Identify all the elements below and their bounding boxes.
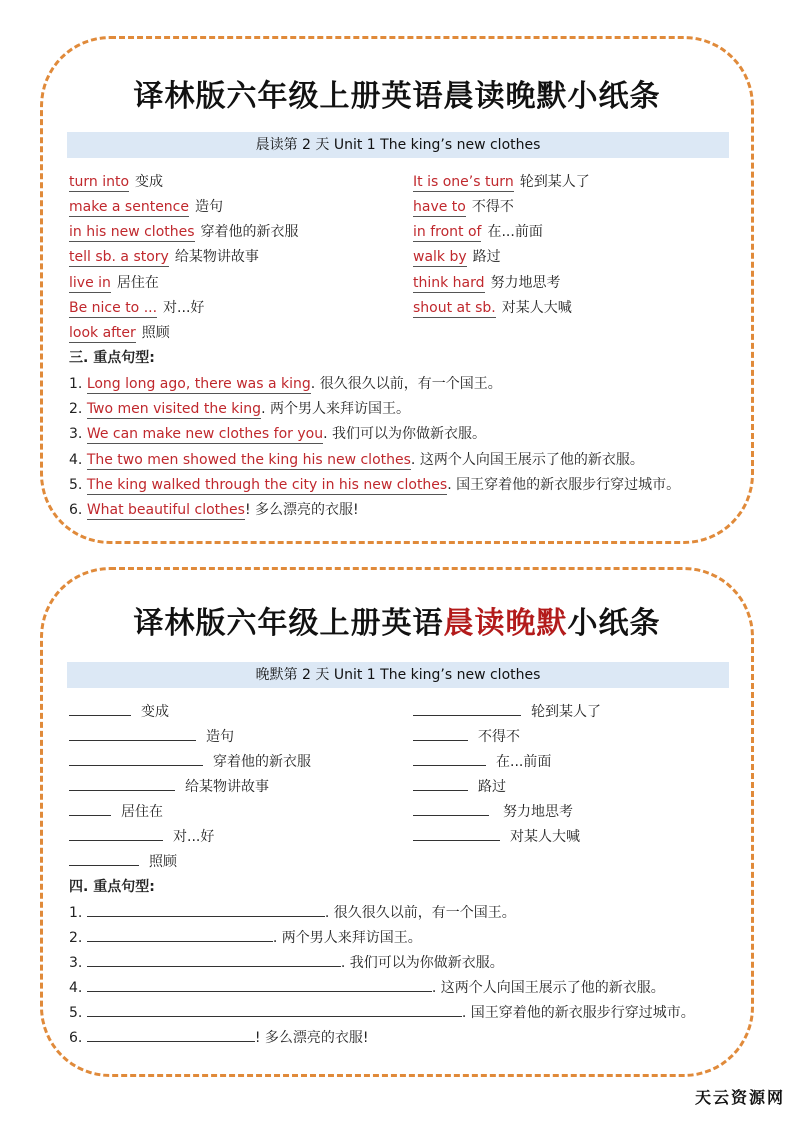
sentence-blank[interactable] [69,1002,695,1024]
chinese-text: 对...好 [173,829,215,845]
english-text: have to [413,199,466,215]
english-text: think hard [413,275,485,291]
dictation-card [40,567,754,1077]
english-text: Long long ago, there was a king [86,376,311,392]
english-text: tell sb. a story [69,249,169,265]
sentence-blank[interactable] [69,952,504,974]
blank-item[interactable] [413,776,506,798]
phrase-item [69,246,259,268]
chinese-text: . 这两个人向国王展示了他的新衣服。 [410,452,644,468]
item-number: 3. [69,955,83,971]
chinese-text: 在...前面 [496,754,552,770]
sentence-item [69,449,644,471]
english-text: in his new clothes [69,224,195,240]
chinese-text: . 国王穿着他的新衣服步行穿过城市。 [447,477,681,493]
chinese-text: 造句 [206,729,234,745]
chinese-text: 照顾 [149,854,177,870]
item-number: 6. [69,502,83,518]
answer-blank [69,826,163,841]
english-text: Be nice to ... [69,300,158,316]
sentence-item [69,499,359,521]
sentence-blank[interactable] [69,1027,369,1049]
english-text: turn into [69,174,130,190]
blank-item[interactable] [69,801,163,823]
english-text: in front of [413,224,482,240]
sentence-item [69,398,410,420]
answer-blank [69,726,196,741]
chinese-text: 变成 [135,174,164,190]
phrase-item [69,221,299,243]
english-text: shout at sb. [413,300,496,316]
english-text: It is one’s turn [413,174,514,190]
title-part: 小纸条 [567,606,661,641]
item-number: 2. [69,401,83,417]
blank-item[interactable] [69,701,169,723]
chinese-text: . 我们可以为你做新衣服。 [323,426,486,442]
chinese-text: 对...好 [163,300,205,316]
answer-blank [413,751,486,766]
chinese-text: 轮到某人了 [519,174,590,190]
chinese-text: . 很久很久以前，有一个国王。 [324,905,516,921]
blank-item[interactable] [69,851,177,873]
phrase-item [413,272,561,294]
answer-blank [69,851,139,866]
chinese-text: 居住在 [121,804,163,820]
chinese-text: 造句 [194,199,223,215]
chinese-text: 不得不 [471,199,514,215]
section-heading: 四. 重点句型: [69,879,155,895]
chinese-text: 给某物讲故事 [174,249,259,265]
blank-item[interactable] [413,826,580,848]
answer-blank [69,701,131,716]
sentence-item [69,423,486,445]
phrase-item [69,297,204,319]
answer-blank [69,801,111,816]
answer-blank [413,726,468,741]
chinese-text: 变成 [141,704,169,720]
item-number: 5. [69,477,83,493]
item-number: 4. [69,980,83,996]
english-text: look after [69,325,136,341]
title-part: 晨读晚默 [443,606,568,641]
answer-blank [87,977,432,992]
phrase-item [413,196,514,218]
sentence-blank[interactable] [69,927,422,949]
item-number: 4. [69,452,83,468]
item-number: 6. [69,1030,83,1046]
sentence-item [69,373,502,395]
sentence-blank[interactable] [69,977,665,999]
phrase-item [413,221,543,243]
chinese-text: ! 多么漂亮的衣服! [244,502,359,518]
phrase-item [69,171,163,193]
item-number: 5. [69,1005,83,1021]
chinese-text: 轮到某人了 [531,704,601,720]
section-heading: 三. 重点句型: [69,350,155,366]
english-text: The two men showed the king his new clothes [86,452,411,468]
answer-blank [87,927,273,942]
answer-blank [87,1027,255,1042]
phrase-item [413,171,590,193]
answer-blank [87,902,325,917]
blank-item[interactable] [413,701,601,723]
day-banner: 晨读第 2 天 Unit 1 The king’s new clothes [67,132,729,158]
chinese-text: 照顾 [141,325,170,341]
chinese-text: . 我们可以为你做新衣服。 [340,955,504,971]
phrase-item [69,196,223,218]
chinese-text: 对某人大喊 [510,829,580,845]
chinese-text: 努力地思考 [490,275,561,291]
blank-item[interactable] [69,751,311,773]
chinese-text: ! 多么漂亮的衣服! [254,1030,369,1046]
item-number: 1. [69,905,83,921]
phrase-item [69,272,159,294]
english-text: walk by [413,249,467,265]
chinese-text: 穿着他的新衣服 [200,224,299,240]
day-banner: 晚默第 2 天 Unit 1 The king’s new clothes [67,662,729,688]
chinese-text: 努力地思考 [503,804,573,820]
item-number: 1. [69,376,83,392]
item-number: 3. [69,426,83,442]
chinese-text: 给某物讲故事 [185,779,269,795]
card-title: 译林版六年级上册英语晨读晚默小纸条 [133,79,661,114]
blank-item[interactable] [69,826,214,848]
chinese-text: 不得不 [478,729,520,745]
title-part: 译林版六年级上册英语 [133,606,444,641]
english-text: We can make new clothes for you [86,426,324,442]
english-text: Two men visited the king [86,401,262,417]
answer-blank [413,701,521,716]
answer-blank [87,952,341,967]
chinese-text: 居住在 [116,275,159,291]
chinese-text: . 两个男人来拜访国王。 [272,930,422,946]
english-text: make a sentence [69,199,189,215]
card-title [43,598,751,642]
chinese-text: 路过 [472,249,501,265]
item-number: 2. [69,930,83,946]
phrase-item [69,322,170,344]
chinese-text: . 国王穿着他的新衣服步行穿过城市。 [461,1005,695,1021]
chinese-text: . 两个男人来拜访国王。 [261,401,410,417]
english-text: live in [69,275,111,291]
answer-blank [69,751,203,766]
answer-blank [413,776,468,791]
sentence-item [69,474,680,496]
chinese-text: 在...前面 [487,224,543,240]
reading-card [40,36,754,544]
chinese-text: . 这两个人向国王展示了他的新衣服。 [431,980,665,996]
phrase-item [413,297,572,319]
blank-item[interactable] [69,726,234,748]
english-text: The king walked through the city in his new clothes [86,477,448,493]
chinese-text: 路过 [478,779,506,795]
chinese-text: 对某人大喊 [501,300,572,316]
answer-blank [413,826,500,841]
english-text: What beautiful clothes [86,502,245,518]
watermark-text: 天云资源网 [694,1088,785,1107]
blank-item[interactable] [69,776,269,798]
blank-item[interactable] [413,751,551,773]
answer-blank [69,776,175,791]
blank-item[interactable] [413,801,573,823]
chinese-text: . 很久很久以前，有一个国王。 [310,376,502,392]
answer-blank [413,801,489,816]
phrase-item [413,246,501,268]
answer-blank [87,1002,462,1017]
sentence-blank[interactable] [69,902,516,924]
blank-item[interactable] [413,726,520,748]
chinese-text: 穿着他的新衣服 [213,754,311,770]
